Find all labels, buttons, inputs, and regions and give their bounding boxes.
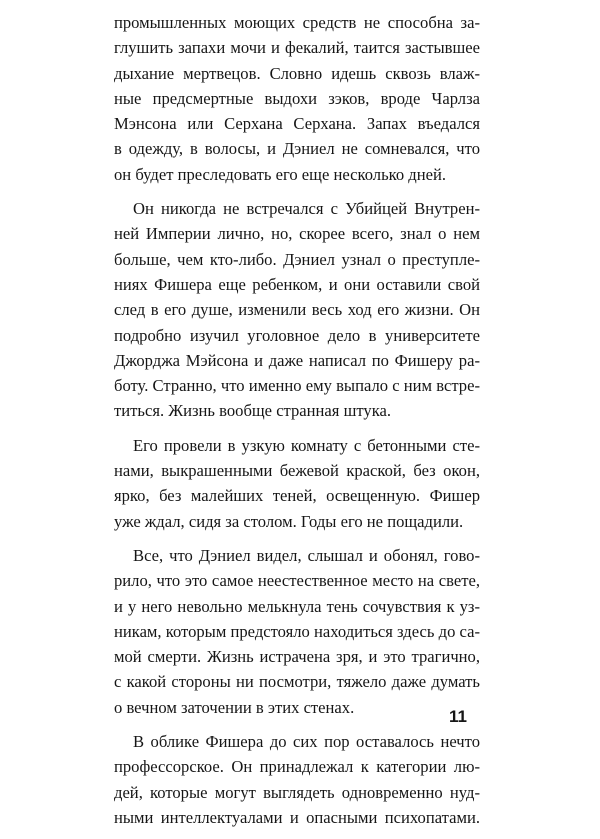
text-line: Он никогда не встречался с Убийцей Внутрен- <box>133 199 480 219</box>
text-line: дей, которые могут выглядеть одновременно нуд- <box>114 782 480 802</box>
text-line: профессорское. Он принадлежал к категории лю- <box>114 757 480 777</box>
text-line: ярко, без малейших теней, освещенную. Фишер <box>114 486 480 506</box>
text-line: ные предсмертные выдохи зэков, вроде Чарлза <box>114 88 480 108</box>
text-line: Джорджа Мэйсона и даже написал по Фишеру ра- <box>114 350 480 370</box>
text-line: в одежду, в волосы, и Дэниел не сомневался, что <box>114 139 480 159</box>
text-line: след в его душе, изменили весь ход его жизни. Он <box>114 300 480 320</box>
text-line: о вечном заточении в этих стенах. <box>114 697 355 717</box>
text-line: В облике Фишера до сих пор оставалось нечто <box>133 732 480 752</box>
paragraph-4 <box>114 543 480 720</box>
page-number: 11 <box>449 707 467 726</box>
text-line: он будет преследовать его еще несколько дней. <box>114 164 447 184</box>
text-line: больше, чем кто-либо. Дэниел узнал о преступле- <box>114 249 480 269</box>
text-line: Его провели в узкую комнату с бетонными сте- <box>133 435 480 455</box>
paragraph-2 <box>114 196 480 424</box>
text-line: дыхание мертвецов. Словно идешь сквозь влаж- <box>114 63 480 83</box>
text-line: никам, которым предстояло находиться здесь до са- <box>114 621 480 641</box>
paragraph-3 <box>114 433 480 534</box>
text-line: Мэнсона или Серхана Серхана. Запах въедался <box>114 114 480 134</box>
text-line: уже ждал, сидя за столом. Годы его не пощадили. <box>114 511 464 531</box>
paragraph-5 <box>114 729 480 830</box>
text-line: титься. Жизнь вообще странная штука. <box>114 401 392 421</box>
text-line: промышленных моющих средств не способна за- <box>114 13 480 32</box>
text-line: мой смерти. Жизнь истрачена зря, и это трагично, <box>114 647 480 667</box>
text-line: нами, выкрашенными бежевой краской, без окон, <box>114 461 480 481</box>
text-line: Все, что Дэниел видел, слышал и обонял, гово- <box>133 545 480 565</box>
text-line: ными интеллектуалами и опасными психопатами. <box>114 807 480 827</box>
text-line: с какой стороны ни посмотри, тяжело даже думать <box>114 672 480 692</box>
text-line: и у него невольно мелькнула тень сочувствия к уз- <box>114 596 480 616</box>
text-line: глушить запахи мочи и фекалий, таится застывшее <box>114 38 480 58</box>
text-line: боту. Странно, что именно ему выпало с ним встре- <box>114 376 480 396</box>
text-line: ниях Фишера еще ребенком, и они оставили свой <box>114 274 480 294</box>
text-line: рило, что это самое неестественное место на свете, <box>114 571 480 591</box>
text-line: ней Империи лично, но, скорее всего, знал о нем <box>114 224 480 244</box>
text-line: подробно изучил уголовное дело в университете <box>114 325 480 345</box>
paragraph-1 <box>114 10 480 187</box>
body-text <box>114 10 480 839</box>
